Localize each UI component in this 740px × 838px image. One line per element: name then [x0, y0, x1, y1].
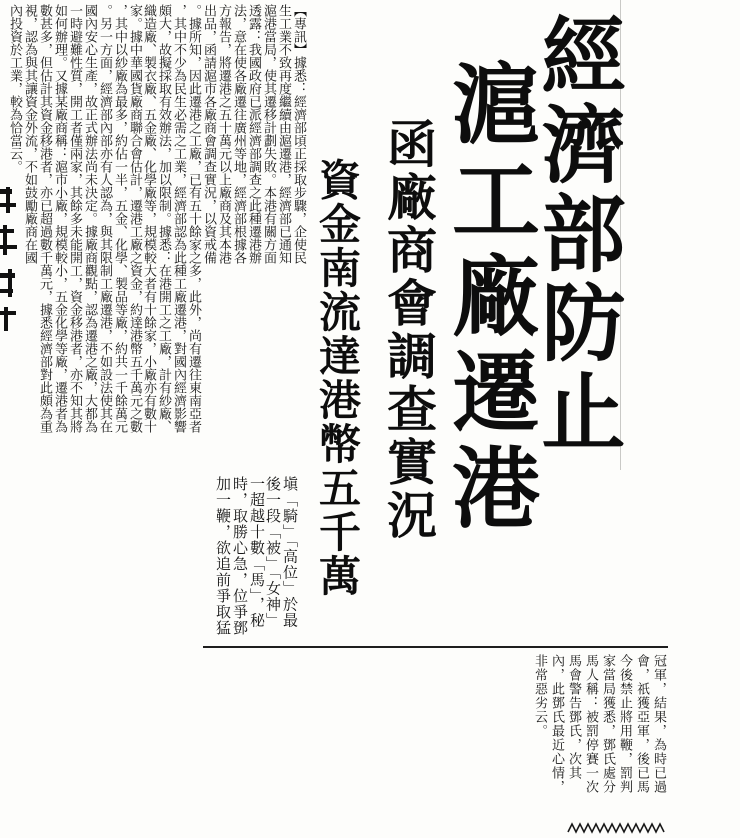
body-column: 透露：我國政府已派經濟部調查之此種遷港辦: [246, 4, 261, 264]
brief-column: 會，祇獲亞軍，後已馬: [634, 654, 649, 794]
brief-column: 冠軍，結果，為時已過: [651, 654, 666, 794]
body-column: 如何辦理。又據某廠商稱：滬市小廠，規模較小，五金化學等廠，遷港者為: [52, 4, 67, 433]
body-column: 出品，函請滬市各廠商會調查實況，以資戒備: [201, 4, 216, 264]
brief-column: 今後禁止將用鞭，罰判: [617, 654, 632, 794]
brief-column: 馬人稱：被罰停賽一次: [583, 654, 598, 794]
body-column: 一時避難性質，開工者僅兩家，其餘多未能開工，資金移港者，亦不知其將: [67, 4, 82, 433]
body-column: 織造廠、製衣廠、五金廠、化學廠等，規模較大者有十餘家，小廠亦有數十: [141, 4, 156, 433]
body-column: 視，認為與其讓資金外流，不如鼓勵廠商在國: [22, 4, 37, 264]
body-column: 頗大，故擬採取有效辦法，加以限制。據悉：在港開工之工廠，計有紗廠、: [156, 4, 171, 433]
subheadline-line-2: 資金南流達港幣五千萬: [313, 158, 362, 598]
body-column: 法，意在使各廠遷往廣州等地，經濟部根據各: [231, 4, 246, 264]
body-column: ，其中以紗廠為最多，約佔一半，五金、化學、製品等廠，約共一千餘萬元: [112, 4, 127, 433]
race-column: 時，取勝心急，位爭鄧: [231, 476, 249, 636]
body-column: 數甚多，但估計其資金移港者，亦已超過數千萬元，據悉經濟部對此頗為重: [37, 4, 52, 433]
brief-column: 家當局獲悉，鄧氏處分: [600, 654, 615, 794]
body-column: 。另一方面，經濟部內部亦有人認為，與其限制工廠遷港，不如設法使其在: [97, 4, 112, 433]
brief-column: 內，此鄧氏最近心情，: [549, 654, 564, 794]
race-column: 加一鞭，欲追前爭取猛: [214, 476, 232, 636]
headline-line-2: 滬工廠遷港: [438, 58, 542, 538]
race-column: 後一段「被」「女神」: [264, 476, 282, 629]
body-column: 滬港當局，使其遷移計劃失敗。本港有關方面: [261, 4, 276, 264]
brief-column: 馬會警告鄧氏，次其: [566, 654, 581, 780]
race-column: 一超越十數「馬」，秘: [248, 476, 266, 629]
brief-column: 非常惡劣云。: [532, 654, 547, 738]
headline-line-1: 經濟部防止: [528, 12, 627, 457]
body-column: 家。據中華國貨廠商聯合會估計，遷港工廠之資金，約達港幣五千萬元之數: [127, 4, 142, 433]
body-column: 【專訊】據悉：經濟部頃正採取步驟，企使民: [291, 4, 306, 264]
body-column: 生工業不致再度繼續由滬遷港，經濟部已通知: [276, 4, 291, 264]
body-column: 。據所知，因此遷港之工廠，已有五十餘家之多，此外，尚有遷往東南亞者: [186, 4, 201, 433]
body-column: 內投資於工業，較為恰當云。: [7, 4, 22, 173]
decorative-zigzag-rule: [568, 822, 664, 834]
section-divider: [203, 646, 668, 648]
race-column: 塡「騎」「高位」於最: [281, 476, 299, 629]
body-column: ，其中不少為民生必需之工業，經濟部認為此種工廠遷港，對國內經濟影響: [171, 4, 186, 433]
body-column: 國內安心生產，故正式辦法尚未決定。據廠商觀點，認為遷港之廠，大都為: [82, 4, 97, 433]
subheadline-line-1: 函廠商會調查實況: [379, 118, 438, 542]
body-column: 方報告，將遷港之五十萬元以上廠商及其本港: [216, 4, 231, 264]
cut-off-headline-fragment: [0, 185, 20, 335]
